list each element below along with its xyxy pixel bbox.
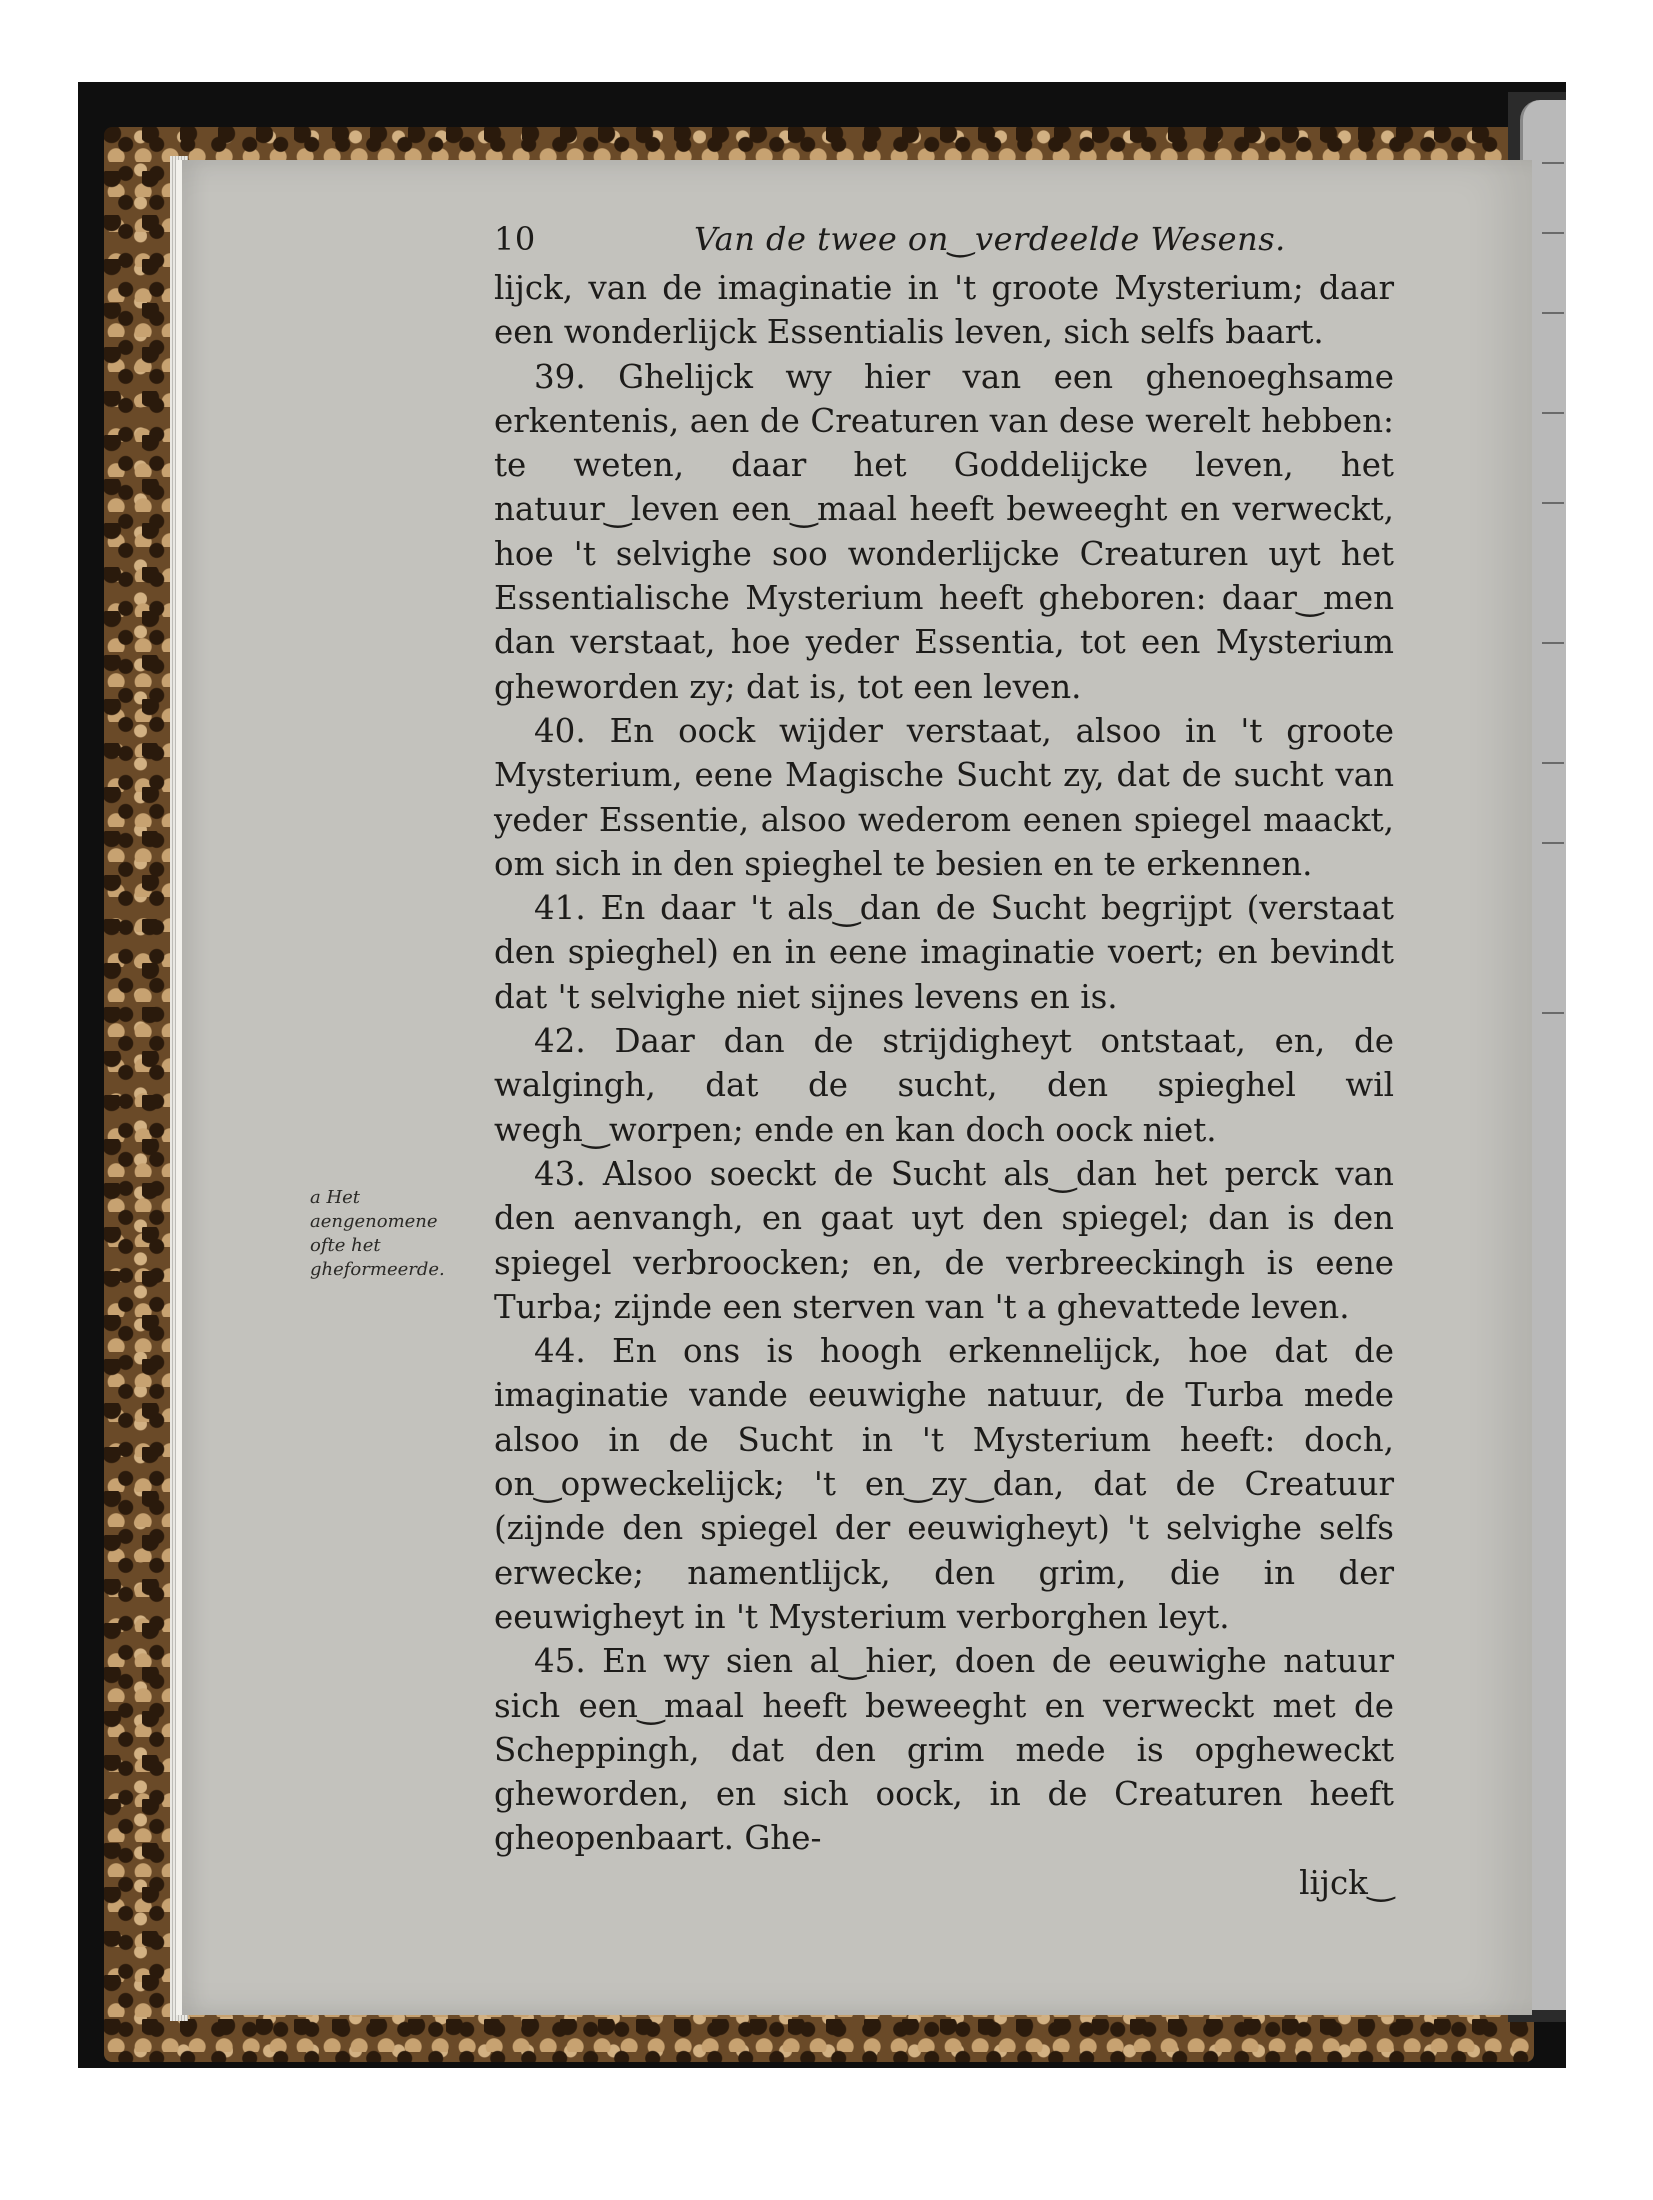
catchword: lijck‿: [1299, 1863, 1394, 1902]
page-number: 10: [494, 220, 536, 258]
copyright-footer: [82, 2070, 782, 2115]
facing-page-line: [1542, 412, 1564, 414]
marginal-note: a Het aengenomene ofte het gheformeerde.: [310, 1187, 445, 1280]
book-page: [176, 160, 1532, 2015]
facing-page-line: [1542, 312, 1564, 314]
facing-page-line: [1542, 642, 1564, 644]
facing-page-line: [1542, 162, 1564, 164]
footer-courtesy: Images reproduced by courtesy of Koninklijke Bibliotheek, Den Haag.: [82, 2085, 451, 2099]
facing-page-line: [1542, 232, 1564, 234]
facing-page-line: [1542, 502, 1564, 504]
paragraph-continuation: lijck, van de imaginatie in 't groote Mysterium; daar een wonderlijck Essentialis leven, sich selfs baart.: [494, 269, 1394, 352]
paragraph-41: 41. En daar 't als‿dan de Sucht begrijpt (verstaat den spieghel) en in eene imaginatie voert; en bevindt dat 't selvighe niet sijnes levens en is.: [494, 889, 1394, 1016]
paragraph-40: 40. En oock wijder verstaat, alsoo in 't groote Mysterium, eene Magische Sucht zy, dat de sucht van yeder Essentie, alsoo wederom eenen spiegel maackt, om sich in den spieghel te besien en te erkennen.: [494, 711, 1394, 883]
paragraph-42: 42. Daar dan de strijdigheyt ontstaat, en, de walgingh, dat de sucht, den spieghel wil wegh‿worpen; ende en kan doch oock niet.: [494, 1022, 1394, 1149]
body-text: [494, 266, 1394, 1861]
paragraph-44: 44. En ons is hoogh erkennelijck, hoe dat de imaginatie vande eeuwighe natuur, de Turba mede alsoo in de Sucht in 't Mysterium heeft: doch, on‿opweckelijck; 't en‿zy‿dan, dat de Creatuur (zijnde den spiegel der eeuwigheyt) 't selvighe selfs erwecke; namentlijck, den grim, die in der eeuwigheyt in 't Mysterium verborghen leyt.: [494, 1332, 1394, 1636]
page-text-block: [494, 220, 1394, 1905]
scan-frame: [78, 82, 1566, 2068]
footer-shelfmark: 236 N 8 [1]: [82, 2100, 141, 2114]
facing-page-line: [1542, 842, 1564, 844]
footer-copyright: Early European Books, Copyright © 2011 ProQuest LLC.: [82, 2070, 384, 2084]
running-title: Van de twee on‿verdeelde Wesens.: [694, 220, 1286, 258]
paragraph-39: 39. Ghelijck wy hier van een ghenoeghsame erkentenis, aen de Creaturen van dese werelt hebben: te weten, daar het Goddelijcke leven, het natuur‿leven een‿maal heeft beweeght en verweckt, hoe 't selvighe soo wonderlijcke Creaturen uyt het Essentialische Mysterium heeft gheboren: daar‿men dan verstaat, hoe yeder Essentia, tot een Mysterium gheworden zy; dat is, tot een leven.: [494, 357, 1394, 706]
paragraph-43: 43. Alsoo soeckt de Sucht als‿dan het perck van den aenvangh, en gaat uyt den spiegel; dan is den spiegel verbroocken; en, de verbreeckingh is eene Turba; zijnde een sterven van 't a ghevattede leven.: [494, 1154, 1394, 1326]
paragraph-45: 45. En wy sien al‿hier, doen de eeuwighe natuur sich een‿maal heeft beweeght en verweckt met de Scheppingh, dat den grim mede is opgheweckt gheworden, en sich oock, in de Creaturen heeft gheopenbaart. Ghe-: [494, 1642, 1394, 1858]
facing-page-line: [1542, 1012, 1564, 1014]
facing-page-line: [1542, 762, 1564, 764]
page-header: [494, 220, 1394, 266]
